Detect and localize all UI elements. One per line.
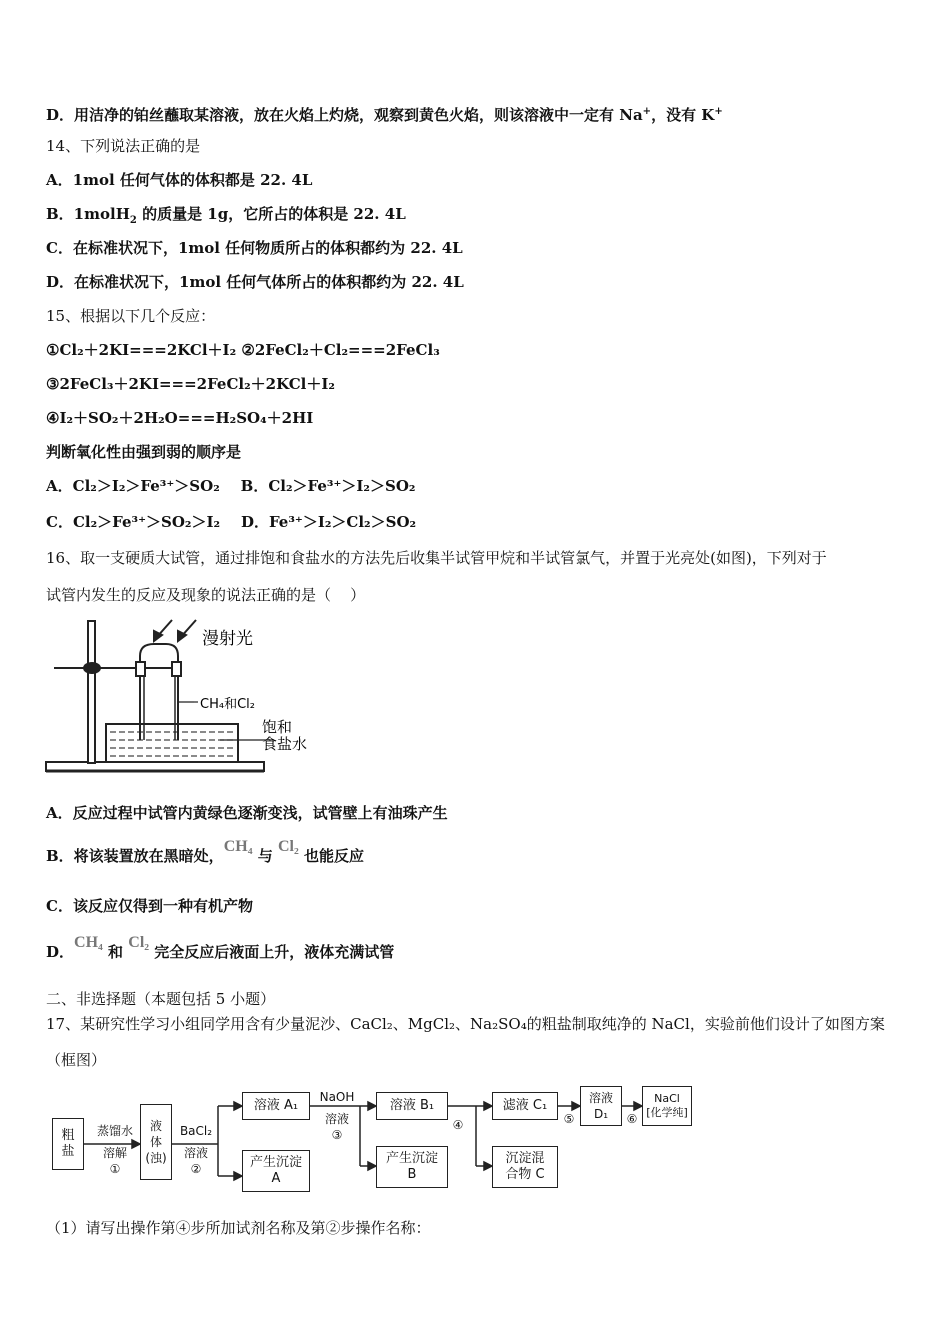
ch4-formula: CH₄	[74, 934, 103, 951]
q15-options-ab: A．Cl₂＞I₂＞Fe³⁺＞SO₂ B．Cl₂＞Fe³⁺＞I₂＞SO₂	[46, 477, 416, 495]
step2-action: 溶液	[183, 1146, 208, 1160]
brine-label-2: 食盐水	[262, 735, 308, 753]
q15-stem: 15、根据以下几个反应：	[46, 307, 216, 325]
solution-d-box: 溶液 D₁	[580, 1086, 622, 1126]
step1-number: ①	[109, 1162, 121, 1176]
solution-b-box: 溶液 B₁	[376, 1092, 448, 1120]
q16-option-d: D．CH₄ 和 Cl₂ 完全反应后液面上升，液体充满试管	[46, 934, 395, 961]
q15-reaction-3: ③2FeCl₃＋2KI===2FeCl₂＋2KCl＋I₂	[46, 375, 335, 393]
section-2-heading: 二、非选择题（本题包括 5 小题）	[46, 990, 276, 1008]
q16-option-c: C．该反应仅得到一种有机产物	[46, 897, 253, 915]
clamp-knob	[83, 662, 101, 674]
step5-number: ⑤	[563, 1112, 575, 1126]
liquid-box: 液 体 (浊)	[140, 1104, 172, 1180]
q16-option-a: A．反应过程中试管内黄绿色逐渐变浅，试管壁上有油珠产生	[46, 804, 448, 822]
q15-reaction-4: ④I₂＋SO₂＋2H₂O===H₂SO₄＋2HI	[46, 409, 314, 427]
q14-option-a: A．1mol 任何气体的体积都是 22. 4L	[46, 171, 313, 189]
q17-stem-1: 17、某研究性学习小组同学用含有少量泥沙、CaCl₂、MgCl₂、Na₂SO₄的粗盐制取纯净的 NaCl，实验前他们设计了如图方案	[46, 1015, 885, 1033]
solution-a-box: 溶液 A₁	[242, 1092, 310, 1120]
precipitate-b-box: 产生沉淀 B	[376, 1146, 448, 1188]
q16-stem-1: 16、取一支硬质大试管，通过排饱和食盐水的方法先后收集半试管甲烷和半试管氯气，并置于光亮处(如图)，下列对于	[46, 549, 827, 567]
brine-label-1: 饱和	[262, 718, 293, 736]
q17-flowchart	[46, 1084, 706, 1196]
q16-option-b: B．将该装置放在黑暗处，CH₄ 与 Cl₂ 也能反应	[46, 838, 364, 865]
q15-judge: 判断氧化性由强到弱的顺序是	[46, 443, 242, 461]
q17-subquestion-1: （1）请写出操作第④步所加试剂名称及第②步操作名称：	[46, 1219, 431, 1237]
q16-apparatus-figure	[44, 616, 344, 776]
precipitate-mixture-c-box: 沉淀混 合物 C	[492, 1146, 558, 1188]
step3-reagent: NaOH	[319, 1090, 355, 1104]
filtrate-c-box: 滤液 C₁	[492, 1092, 558, 1120]
precipitate-a-box: 产生沉淀 A	[242, 1150, 310, 1192]
step2-reagent: BaCl₂	[179, 1124, 213, 1138]
q14-option-b: B．1molH$_2$ 的质量是 1g，它所占的体积是 22. 4L	[46, 205, 406, 226]
cl2-formula: Cl₂	[128, 934, 150, 951]
q15-reactions-1-2: ①Cl₂＋2KI===2KCl＋I₂ ②2FeCl₂＋Cl₂===2FeCl₃	[46, 341, 440, 359]
step3-action: 溶液	[324, 1112, 349, 1126]
step2-number: ②	[190, 1162, 202, 1176]
q17-stem-2: （框图）	[46, 1051, 107, 1069]
light-arrows	[154, 620, 196, 641]
step3-number: ③	[331, 1128, 343, 1142]
q14-option-c: C．在标准状况下，1mol 任何物质所占的体积都约为 22. 4L	[46, 239, 463, 257]
light-label: 漫射光	[202, 629, 253, 649]
gas-label: CH₄和Cl₂	[200, 697, 255, 712]
step1-reagent: 蒸馏水	[96, 1124, 133, 1138]
nacl-product-box: NaCl [化学纯]	[642, 1086, 692, 1126]
step1-action: 溶解	[102, 1146, 127, 1160]
q14-stem: 14、下列说法正确的是	[46, 137, 201, 155]
q13-option-d: D．用洁净的铂丝蘸取某溶液，放在火焰上灼烧，观察到黄色火焰，则该溶液中一定有 Na+，没有 K+	[46, 106, 723, 124]
q16-stem-2: 试管内发生的反应及现象的说法正确的是（ ）	[46, 586, 366, 604]
q14-option-d: D．在标准状况下，1mol 任何气体所占的体积都约为 22. 4L	[46, 273, 464, 291]
crude-salt-box: 粗 盐	[52, 1118, 84, 1170]
ch4-formula: CH₄	[223, 838, 253, 855]
step4-number: ④	[452, 1118, 464, 1132]
q15-options-cd: C．Cl₂＞Fe³⁺＞SO₂＞I₂ D．Fe³⁺＞I₂＞Cl₂＞SO₂	[46, 513, 417, 531]
cl2-formula: Cl₂	[277, 838, 299, 855]
step6-number: ⑥	[626, 1112, 638, 1126]
stand-rod	[88, 621, 95, 763]
